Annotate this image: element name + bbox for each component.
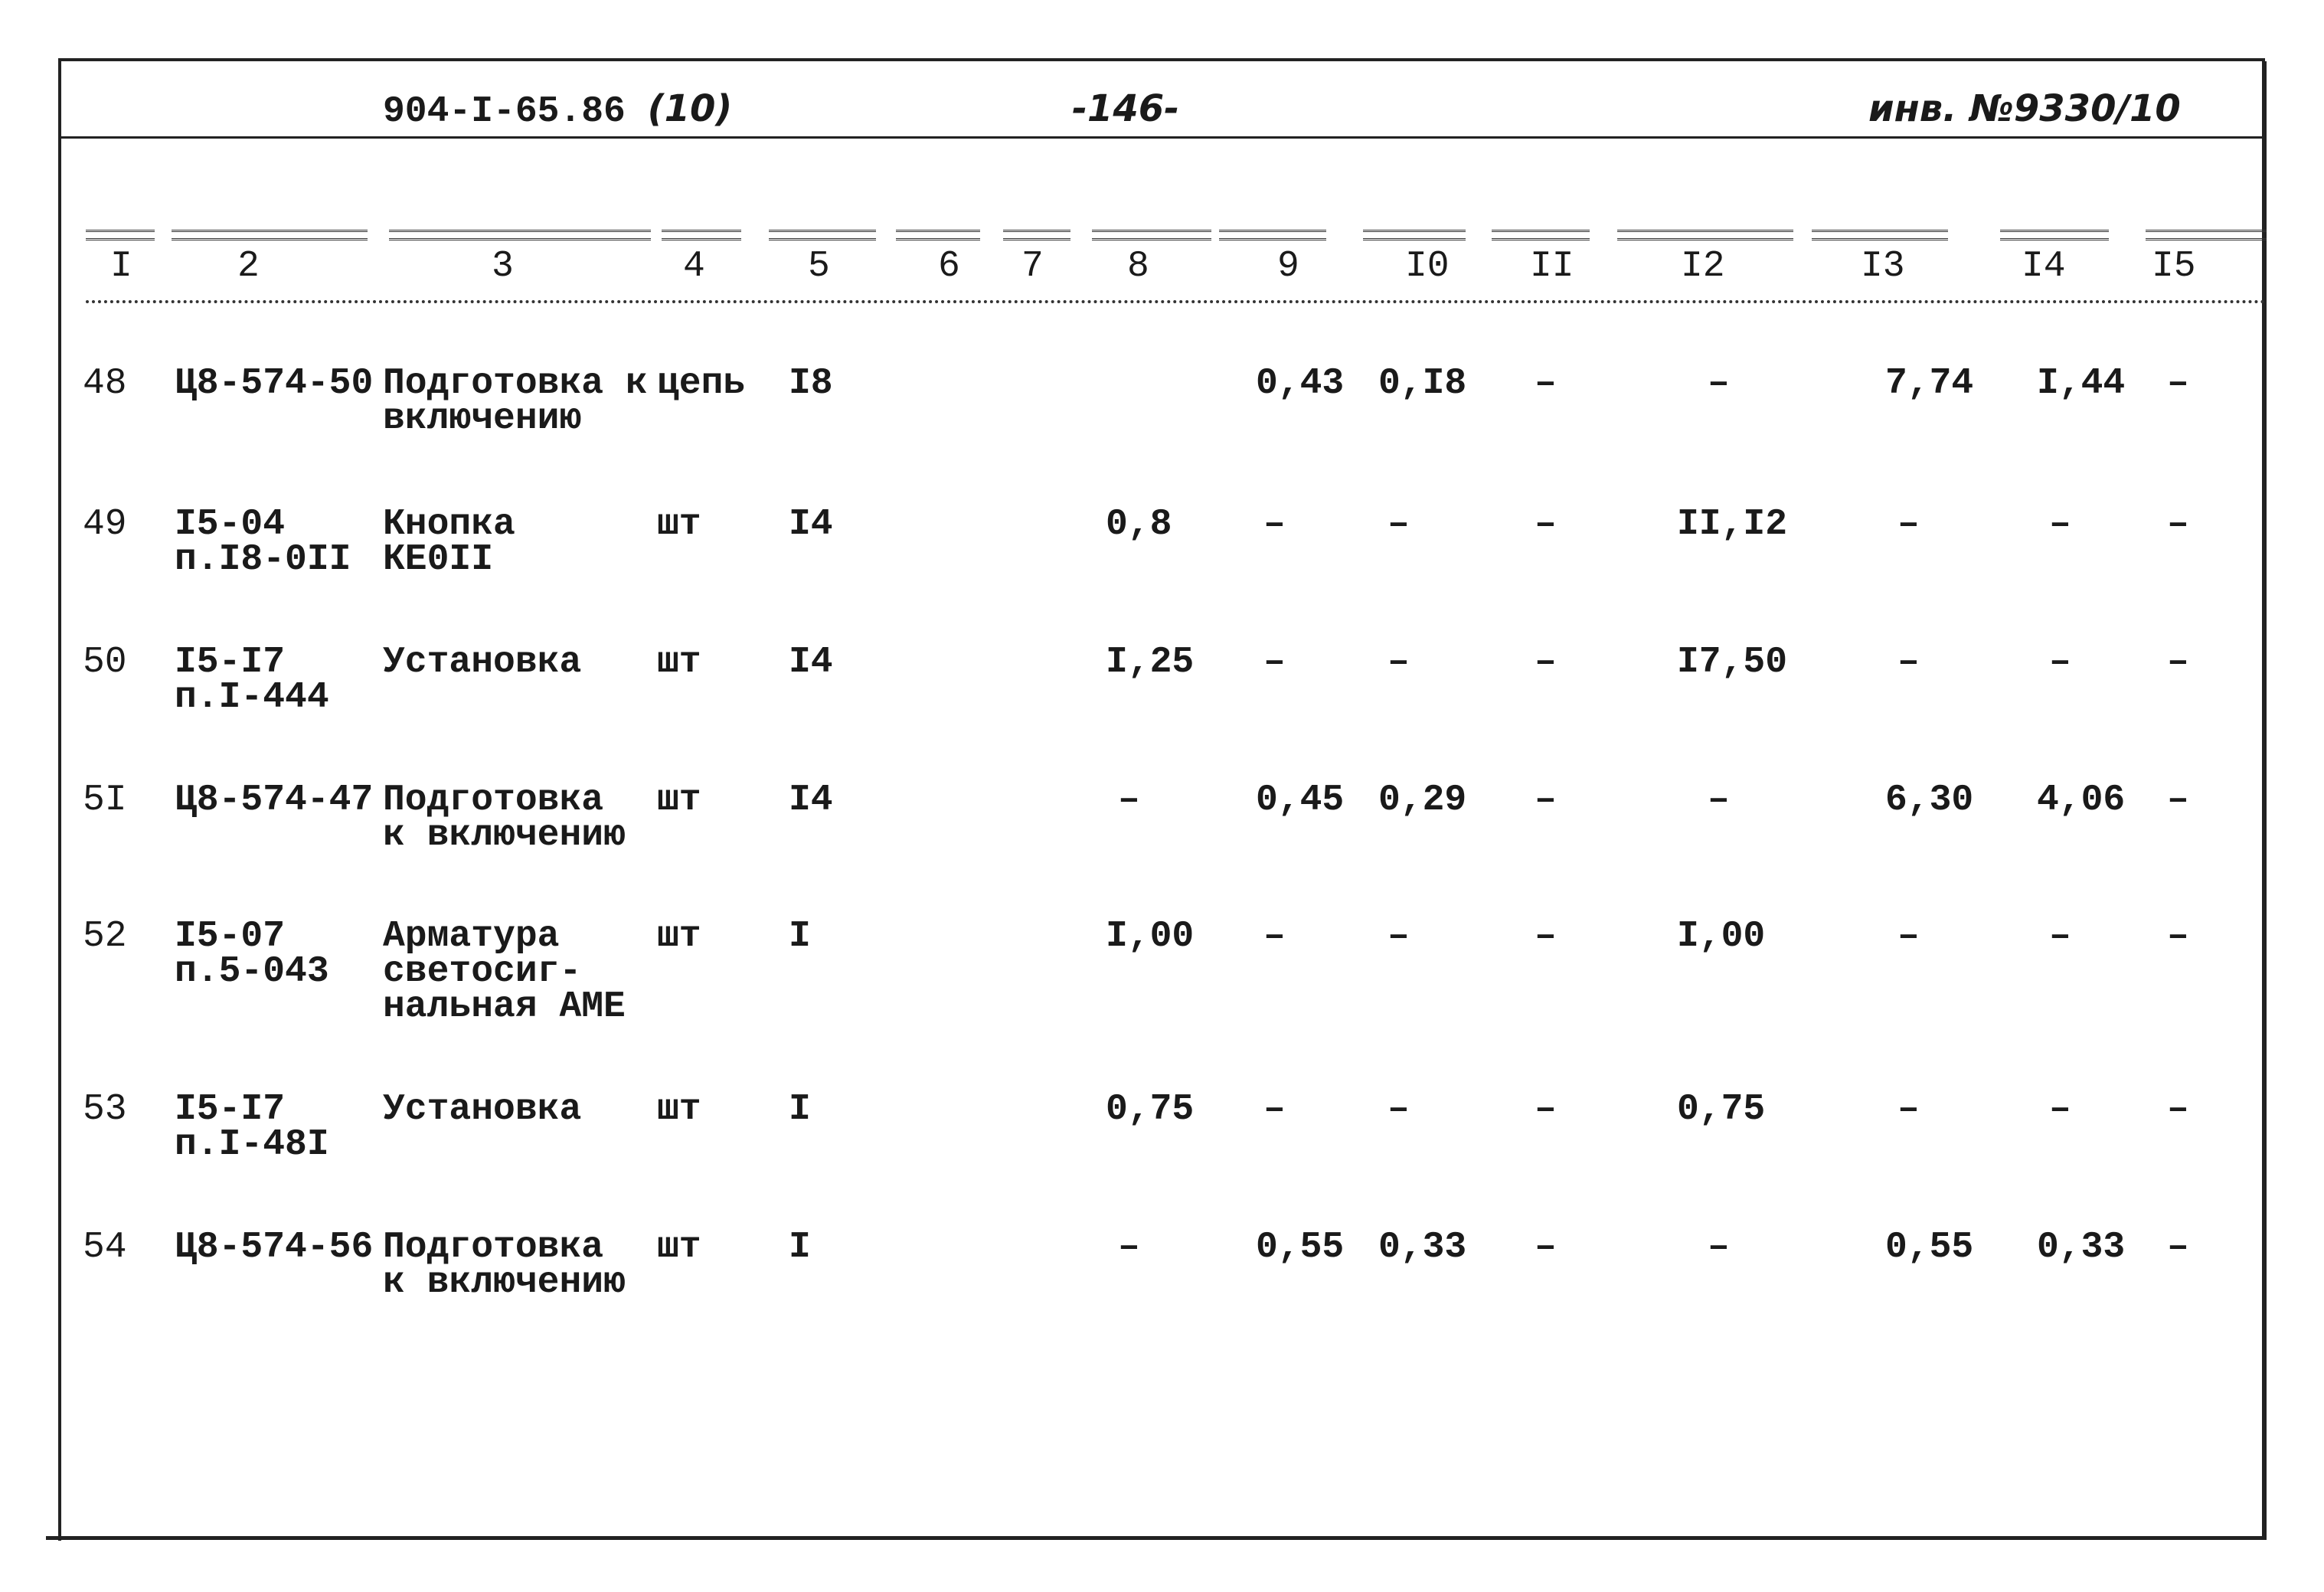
row-name: Подготовка к <box>383 363 648 404</box>
column-header-rule-segment <box>1092 230 1211 240</box>
row-name: Установка <box>383 642 582 683</box>
row-col-8: 0,75 <box>1106 1089 1195 1130</box>
row-col-11: – <box>1535 504 1557 545</box>
frame-bottom-border <box>46 1536 2267 1540</box>
row-col-5: I4 <box>789 504 833 545</box>
row-name: Установка <box>383 1089 582 1130</box>
column-header-rule-segment <box>1617 230 1793 240</box>
row-col-5: I4 <box>789 780 833 821</box>
column-header-rule-segment <box>1812 230 1948 240</box>
column-header-8: 8 <box>1127 246 1149 287</box>
row-unit: цепь <box>657 363 746 404</box>
row-code: I5-I7 <box>175 1089 286 1130</box>
row-code: I5-I7 <box>175 642 286 683</box>
row-col-9: – <box>1263 642 1286 683</box>
row-code: п.5-043 <box>175 951 329 992</box>
column-header-bottom-rule <box>86 300 2267 306</box>
column-header-rule-segment <box>1003 230 1070 240</box>
frame-top-border <box>58 58 2265 61</box>
row-col-11: – <box>1535 363 1557 404</box>
column-header-9: 9 <box>1277 246 1299 287</box>
row-code: п.I8-0II <box>175 539 351 580</box>
row-col-15: – <box>2167 916 2189 957</box>
column-header-1: I <box>110 246 132 287</box>
row-col-12: I7,50 <box>1677 642 1788 683</box>
row-col-12: II,I2 <box>1677 504 1788 545</box>
row-col-12: – <box>1708 363 1730 404</box>
column-header-rule-segment <box>662 230 741 240</box>
document-code <box>383 86 732 135</box>
row-number: 5I <box>83 780 127 821</box>
row-unit: шт <box>657 916 701 957</box>
row-col-13: – <box>1897 642 1920 683</box>
frame-left-border <box>58 58 61 1541</box>
row-col-9: 0,55 <box>1256 1227 1345 1268</box>
column-header-rule-segment <box>1363 230 1466 240</box>
row-col-8: I,25 <box>1106 642 1195 683</box>
row-code: Ц8-574-47 <box>175 780 374 821</box>
column-header-rule-segment <box>2000 230 2109 240</box>
row-unit: шт <box>657 1227 701 1268</box>
column-header-rule-segment <box>1219 230 1326 240</box>
row-col-14: 0,33 <box>2037 1227 2126 1268</box>
column-header-6: 6 <box>938 246 960 287</box>
row-col-10: – <box>1388 1089 1410 1130</box>
row-col-8: 0,8 <box>1106 504 1172 545</box>
column-header-3: 3 <box>492 246 514 287</box>
row-unit: шт <box>657 780 701 821</box>
row-col-10: 0,29 <box>1378 780 1467 821</box>
row-col-13: – <box>1897 916 1920 957</box>
row-code: п.I-48I <box>175 1124 329 1165</box>
row-col-12: – <box>1708 780 1730 821</box>
row-unit: шт <box>657 504 701 545</box>
header-divider <box>60 136 2265 139</box>
row-name: включению <box>383 398 582 440</box>
row-col-15: – <box>2167 780 2189 821</box>
row-col-5: I8 <box>789 363 833 404</box>
row-col-15: – <box>2167 1227 2189 1268</box>
row-col-15: – <box>2167 1089 2189 1130</box>
row-col-5: I <box>789 1089 811 1130</box>
column-header-5: 5 <box>808 246 830 287</box>
row-name: Подготовка <box>383 1227 604 1268</box>
row-number: 48 <box>83 363 127 404</box>
row-code: I5-04 <box>175 504 286 545</box>
row-col-15: – <box>2167 504 2189 545</box>
row-col-9: 0,43 <box>1256 363 1345 404</box>
page-number: -146- <box>1072 87 1180 130</box>
row-col-8: – <box>1118 780 1140 821</box>
column-header-rule-segment <box>389 230 651 240</box>
column-header-4: 4 <box>683 246 705 287</box>
column-header-2: 2 <box>237 246 260 287</box>
row-col-8: I,00 <box>1106 916 1195 957</box>
column-header-top-rule <box>86 230 2267 240</box>
row-col-13: 0,55 <box>1885 1227 1974 1268</box>
row-unit: шт <box>657 642 701 683</box>
row-number: 49 <box>83 504 127 545</box>
row-col-11: – <box>1535 642 1557 683</box>
row-col-14: – <box>2049 1089 2071 1130</box>
row-col-9: 0,45 <box>1256 780 1345 821</box>
row-col-13: 6,30 <box>1885 780 1974 821</box>
row-code: I5-07 <box>175 916 286 957</box>
row-name: Арматура <box>383 916 560 957</box>
row-col-12: 0,75 <box>1677 1089 1766 1130</box>
row-name: к включению <box>383 1262 626 1303</box>
column-header-rule-segment <box>2146 230 2267 240</box>
column-header-14: I4 <box>2022 246 2066 287</box>
row-col-10: 0,I8 <box>1378 363 1467 404</box>
inventory-number: инв. №9330/10 <box>1868 87 2181 130</box>
column-header-rule-segment <box>1492 230 1590 240</box>
row-unit: шт <box>657 1089 701 1130</box>
row-col-11: – <box>1535 780 1557 821</box>
row-number: 53 <box>83 1089 127 1130</box>
column-header-12: I2 <box>1681 246 1725 287</box>
row-name: светосиг- <box>383 951 582 992</box>
row-col-10: – <box>1388 642 1410 683</box>
row-col-14: – <box>2049 642 2071 683</box>
row-col-9: – <box>1263 916 1286 957</box>
row-col-15: – <box>2167 642 2189 683</box>
row-col-10: 0,33 <box>1378 1227 1467 1268</box>
document-code-main: 904-I-65.86 <box>383 91 626 132</box>
row-col-10: – <box>1388 916 1410 957</box>
row-col-15: – <box>2167 363 2189 404</box>
row-name: КЕ0II <box>383 539 494 580</box>
frame-right-border <box>2262 61 2267 1539</box>
row-col-9: – <box>1263 1089 1286 1130</box>
row-code: п.I-444 <box>175 677 329 718</box>
row-col-13: – <box>1897 1089 1920 1130</box>
row-code: Ц8-574-56 <box>175 1227 374 1268</box>
row-col-9: – <box>1263 504 1286 545</box>
row-col-14: I,44 <box>2037 363 2126 404</box>
row-col-14: – <box>2049 504 2071 545</box>
row-col-10: – <box>1388 504 1410 545</box>
row-name: нальная АМЕ <box>383 986 626 1028</box>
row-col-11: – <box>1535 916 1557 957</box>
row-col-14: 4,06 <box>2037 780 2126 821</box>
row-col-12: I,00 <box>1677 916 1766 957</box>
column-header-13: I3 <box>1861 246 1905 287</box>
row-name: Подготовка <box>383 780 604 821</box>
row-col-13: – <box>1897 504 1920 545</box>
row-name: Кнопка <box>383 504 515 545</box>
column-header-rule-segment <box>769 230 876 240</box>
row-col-13: 7,74 <box>1885 363 1974 404</box>
row-code: Ц8-574-50 <box>175 363 374 404</box>
row-col-5: I <box>789 916 811 957</box>
row-col-5: I4 <box>789 642 833 683</box>
document-code-suffix: (10) <box>647 87 733 130</box>
row-number: 54 <box>83 1227 127 1268</box>
column-header-11: II <box>1530 246 1574 287</box>
row-col-11: – <box>1535 1227 1557 1268</box>
row-col-12: – <box>1708 1227 1730 1268</box>
column-header-rule-segment <box>86 230 155 240</box>
row-number: 50 <box>83 642 127 683</box>
row-col-14: – <box>2049 916 2071 957</box>
row-col-8: – <box>1118 1227 1140 1268</box>
row-name: к включению <box>383 815 626 856</box>
row-col-5: I <box>789 1227 811 1268</box>
column-header-rule-segment <box>896 230 980 240</box>
column-header-rule-segment <box>172 230 368 240</box>
column-header-10: I0 <box>1405 246 1450 287</box>
column-header-15: I5 <box>2152 246 2196 287</box>
row-col-11: – <box>1535 1089 1557 1130</box>
column-header-7: 7 <box>1021 246 1044 287</box>
row-number: 52 <box>83 916 127 957</box>
